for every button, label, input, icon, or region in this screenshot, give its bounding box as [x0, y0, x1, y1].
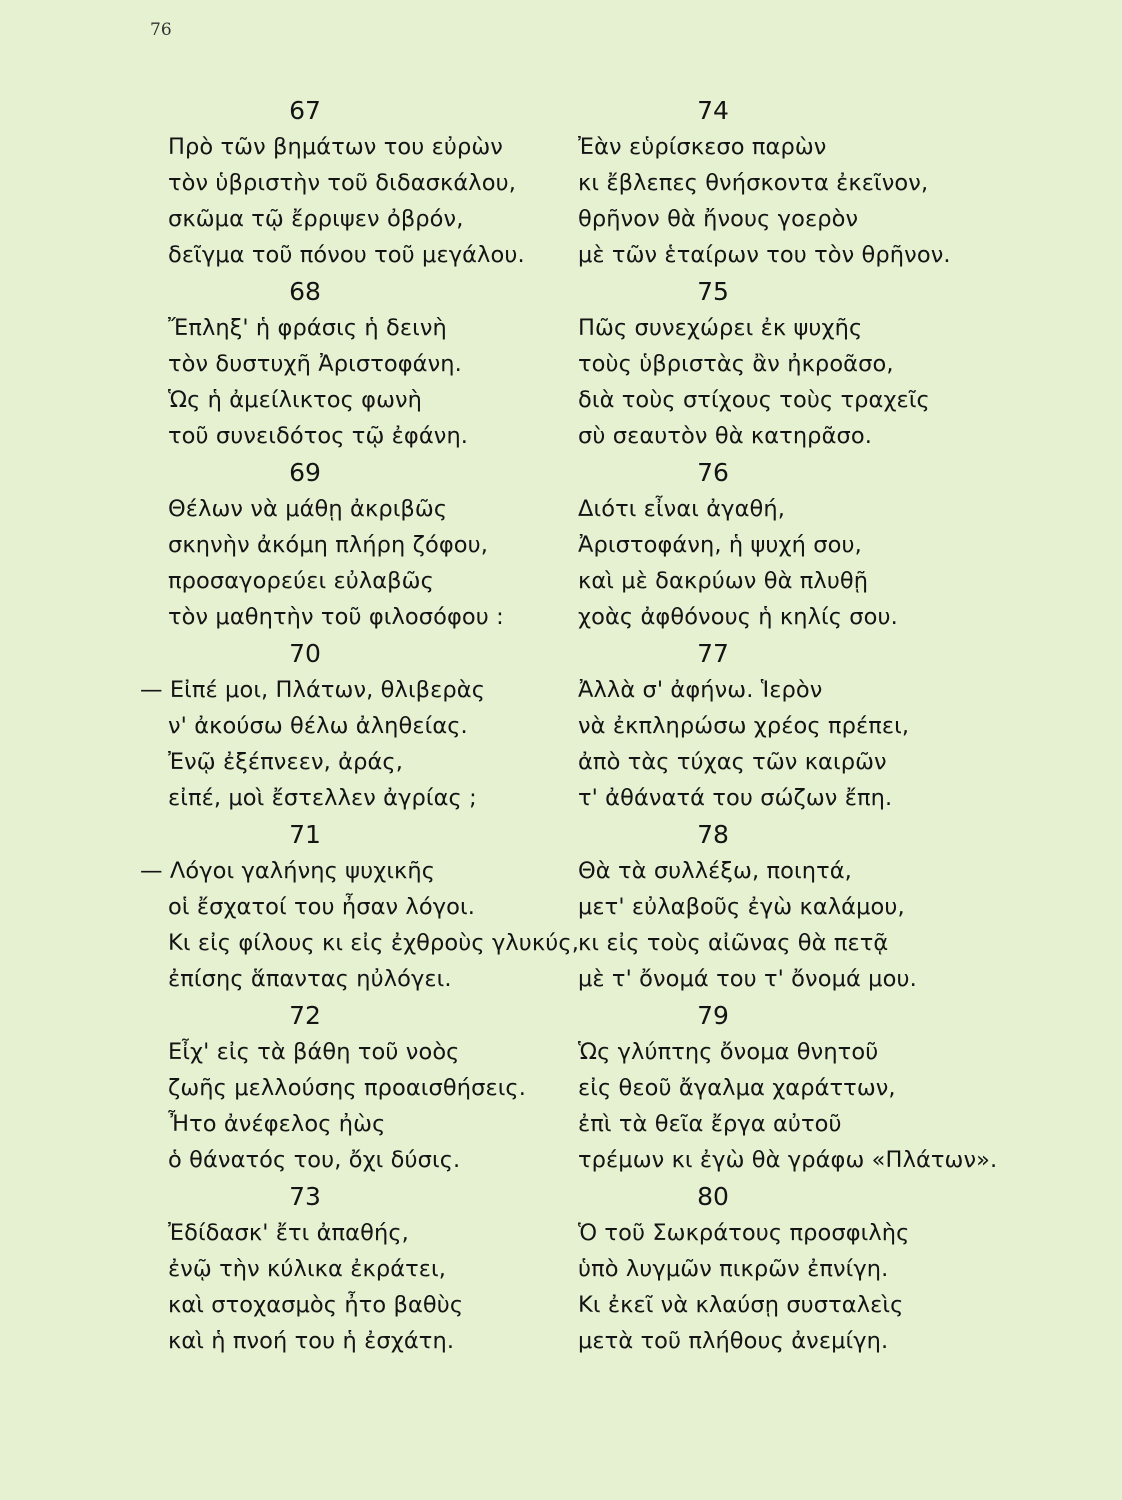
verse-line: εἰς θεοῦ ἄγαλμα χαράττων, [578, 1075, 896, 1101]
verse-line: χοὰς ἀφθόνους ἡ κηλίς σου. [578, 604, 898, 630]
left-column [140, 92, 600, 1359]
verse-line: κι εἰς τοὺς αἰῶνας θὰ πετᾷ [578, 930, 889, 956]
stanza-70 [140, 635, 600, 816]
stanza-79 [578, 997, 1038, 1178]
right-column [578, 92, 1038, 1359]
verse-line: σκηνὴν ἀκόμη πλήρη ζόφου, [168, 532, 489, 558]
stanza-number: 68 [289, 277, 321, 306]
verse-line: Ἐνῷ ἐξέπνεεν, ἀράς, [168, 749, 403, 775]
verse-line: Πῶς συνεχώρει ἐκ ψυχῆς [578, 315, 863, 341]
verse-line: καὶ στοχασμὸς ἦτο βαθὺς [168, 1292, 464, 1318]
verse-line: ὑπὸ λυγμῶν πικρῶν ἐπνίγη. [578, 1256, 889, 1282]
verse-line: διὰ τοὺς στίχους τοὺς τραχεῖς [578, 387, 930, 413]
verse-line: ζωῆς μελλούσης προαισθήσεις. [168, 1075, 526, 1101]
verse-line: Ἐὰν εὑρίσκεσο παρὼν [578, 134, 827, 160]
verse-line: μὲ τ' ὄνομά του τ' ὄνομά μου. [578, 966, 917, 992]
stanza-number: 71 [289, 820, 321, 849]
verse-line: Ἔπληξ' ἡ φράσις ἡ δεινὴ [168, 315, 447, 341]
stanza-78 [578, 816, 1038, 997]
verse-line: Ὡς ἡ ἀμείλικτος φωνὴ [168, 387, 423, 413]
verse-line: ἐνῷ τὴν κύλικα ἐκράτει, [168, 1256, 447, 1282]
verse-line: τρέμων κι ἐγὼ θὰ γράφω «Πλάτων». [578, 1147, 998, 1173]
stanza-number: 67 [289, 96, 321, 125]
verse-line: ἀπὸ τὰς τύχας τῶν καιρῶν [578, 749, 887, 775]
stanza-number: 73 [289, 1182, 321, 1211]
verse-line: Ὡς γλύπτης ὄνομα θνητοῦ [578, 1039, 879, 1065]
verse-line: τὸν δυστυχῆ Ἀριστοφάνη. [168, 351, 462, 377]
verse-line: καὶ ἡ πνοή του ἡ ἐσχάτη. [168, 1328, 455, 1354]
verse-line: ν' ἀκούσω θέλω ἀληθείας. [168, 713, 468, 739]
stanza-number: 80 [697, 1182, 729, 1211]
verse-line: κι ἔβλεπες θνήσκοντα ἐκεῖνον, [578, 170, 929, 196]
stanza-number: 77 [697, 639, 729, 668]
verse-line: Κι εἰς φίλους κι εἰς ἐχθροὺς γλυκύς, [168, 930, 579, 956]
stanza-number: 74 [697, 96, 729, 125]
verse-line: Ὁ τοῦ Σωκράτους προσφιλὴς [578, 1220, 910, 1246]
verse-line: — Λόγοι γαλήνης ψυχικῆς [140, 858, 436, 884]
verse-line: Ἐδίδασκ' ἔτι ἀπαθής, [168, 1220, 409, 1246]
verse-line: τοῦ συνειδότος τῷ ἐφάνη. [168, 423, 469, 449]
stanza-72 [140, 997, 600, 1178]
verse-line: προσαγορεύει εὐλαβῶς [168, 568, 434, 594]
stanza-76 [578, 454, 1038, 635]
verse-line: ἐπίσης ἅπαντας ηὐλόγει. [168, 966, 452, 992]
verse-line: σὺ σεαυτὸν θὰ κατηρᾶσο. [578, 423, 872, 449]
verse-line: οἱ ἔσχατοί του ἦσαν λόγοι. [168, 894, 475, 920]
verse-line: Θὰ τὰ συλλέξω, ποιητά, [578, 858, 852, 884]
stanza-80 [578, 1178, 1038, 1359]
verse-line: τοὺς ὑβριστὰς ἂν ἠκροᾶσο, [578, 351, 894, 377]
verse-line: θρῆνον θὰ ἤνους γοερὸν [578, 206, 859, 232]
page-number: 76 [150, 20, 172, 40]
stanza-73 [140, 1178, 600, 1359]
verse-line: τὸν μαθητὴν τοῦ φιλοσόφου : [168, 604, 504, 630]
verse-line: τὸν ὑβριστὴν τοῦ διδασκάλου, [168, 170, 516, 196]
stanza-75 [578, 273, 1038, 454]
verse-line: Θέλων νὰ μάθῃ ἀκριβῶς [168, 496, 448, 522]
verse-line: Πρὸ τῶν βημάτων του εὐρὼν [168, 134, 503, 160]
verse-line: δεῖγμα τοῦ πόνου τοῦ μεγάλου. [168, 242, 525, 268]
stanza-number: 70 [289, 639, 321, 668]
stanza-number: 69 [289, 458, 321, 487]
verse-line: μετὰ τοῦ πλήθους ἀνεμίγη. [578, 1328, 889, 1354]
stanza-71 [140, 816, 600, 997]
stanza-number: 79 [697, 1001, 729, 1030]
stanza-69 [140, 454, 600, 635]
stanza-number: 75 [697, 277, 729, 306]
verse-line: ἐπὶ τὰ θεῖα ἔργα αὐτοῦ [578, 1111, 842, 1137]
verse-line: καὶ μὲ δακρύων θὰ πλυθῇ [578, 568, 869, 594]
verse-line: εἰπέ, μοὶ ἔστελλεν ἀγρίας ; [168, 785, 477, 811]
stanza-67 [140, 92, 600, 273]
verse-line: μὲ τῶν ἑταίρων του τὸν θρῆνον. [578, 242, 951, 268]
stanza-68 [140, 273, 600, 454]
verse-line: Εἶχ' εἰς τὰ βάθη τοῦ νοὸς [168, 1039, 460, 1065]
verse-line: ὁ θάνατός του, ὄχι δύσις. [168, 1147, 461, 1173]
verse-line: Κι ἐκεῖ νὰ κλαύσῃ συσταλεὶς [578, 1292, 904, 1318]
stanza-number: 76 [697, 458, 729, 487]
stanza-number: 72 [289, 1001, 321, 1030]
verse-line: νὰ ἐκπληρώσω χρέος πρέπει, [578, 713, 910, 739]
stanza-77 [578, 635, 1038, 816]
verse-line: Ἦτο ἀνέφελος ἠὼς [168, 1111, 386, 1137]
stanza-74 [578, 92, 1038, 273]
verse-line: τ' ἀθάνατά του σώζων ἔπη. [578, 785, 893, 811]
verse-line: — Εἰπέ μοι, Πλάτων, θλιβερὰς [140, 677, 486, 703]
verse-line: Ἀλλὰ σ' ἀφήνω. Ἱερὸν [578, 677, 823, 703]
verse-line: μετ' εὐλαβοῦς ἐγὼ καλάμου, [578, 894, 905, 920]
stanza-number: 78 [697, 820, 729, 849]
verse-line: Διότι εἶναι ἀγαθή, [578, 496, 785, 522]
verse-line: σκῶμα τῷ ἔρριψεν ὀβρόν, [168, 206, 464, 232]
verse-line: Ἀριστοφάνη, ἡ ψυχή σου, [578, 532, 862, 558]
